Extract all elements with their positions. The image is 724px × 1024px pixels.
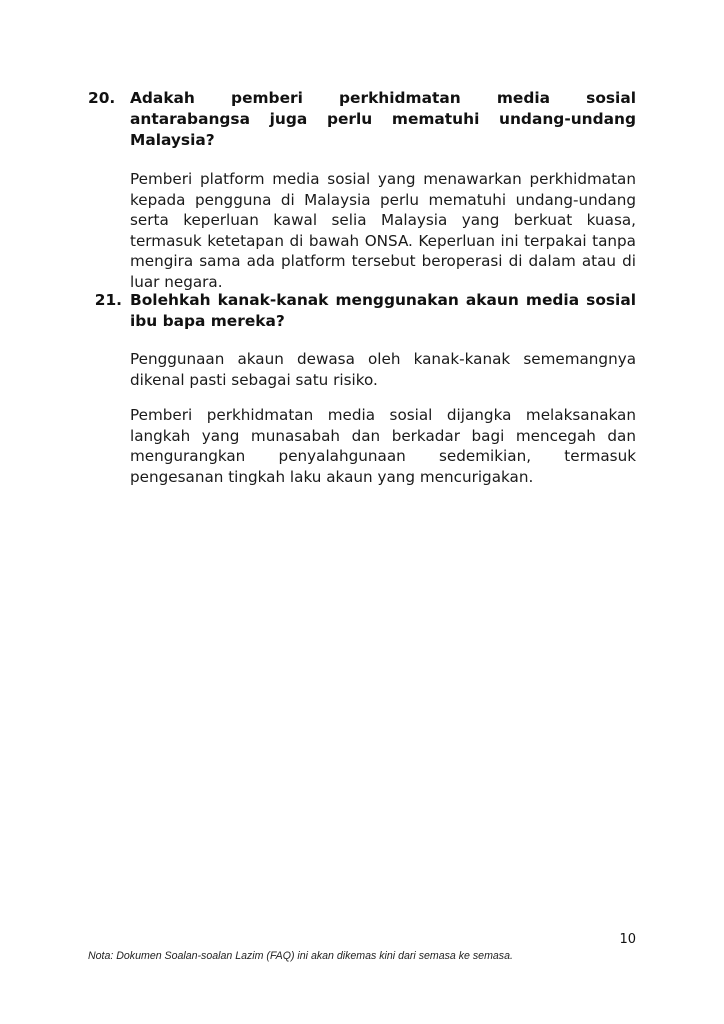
faq-answer-21 <box>130 349 636 487</box>
faq-question-text-21: Bolehkah kanak-kanak menggunakan akaun media sosial ibu bapa mereka? <box>130 291 636 330</box>
page-number: 10 <box>619 932 636 947</box>
faq-question-text-20: Adakah pemberi perkhidmatan media sosial antarabangsa juga perlu mematuhi undang-undang Malaysia? <box>130 89 636 149</box>
faq-answer-paragraph: Pemberi perkhidmatan media sosial dijangka melaksanakan langkah yang munasabah dan berkadar bagi mencegah dan mengurangkan penyalahgunaan sedemikian, termasuk pengesanan tingkah laku akaun yang mencurigakan. <box>130 406 636 486</box>
faq-item-20 <box>88 88 636 292</box>
faq-answer-20 <box>130 169 636 292</box>
footer-note: Nota: Dokumen Soalan-soalan Lazim (FAQ) ini akan dikemas kini dari semasa ke semasa. <box>88 950 513 962</box>
faq-number-20: 20. <box>88 89 116 107</box>
faq-item-21 <box>88 290 636 487</box>
faq-answer-paragraph: Penggunaan akaun dewasa oleh kanak-kanak sememangnya dikenal pasti sebagai satu risiko. <box>130 350 636 389</box>
faq-question-20 <box>88 88 636 151</box>
faq-number-21: 21. <box>94 291 122 309</box>
faq-question-21 <box>88 290 636 332</box>
faq-answer-paragraph: Pemberi platform media sosial yang menawarkan perkhidmatan kepada pengguna di Malaysia perlu mematuhi undang-undang serta keperluan kawal selia Malaysia yang berkuat kuasa, termasuk ketetapan di bawah ONSA. Keperluan ini terpakai tanpa mengira sama ada platform tersebut beroperasi di dalam atau di luar negara. <box>130 170 636 291</box>
